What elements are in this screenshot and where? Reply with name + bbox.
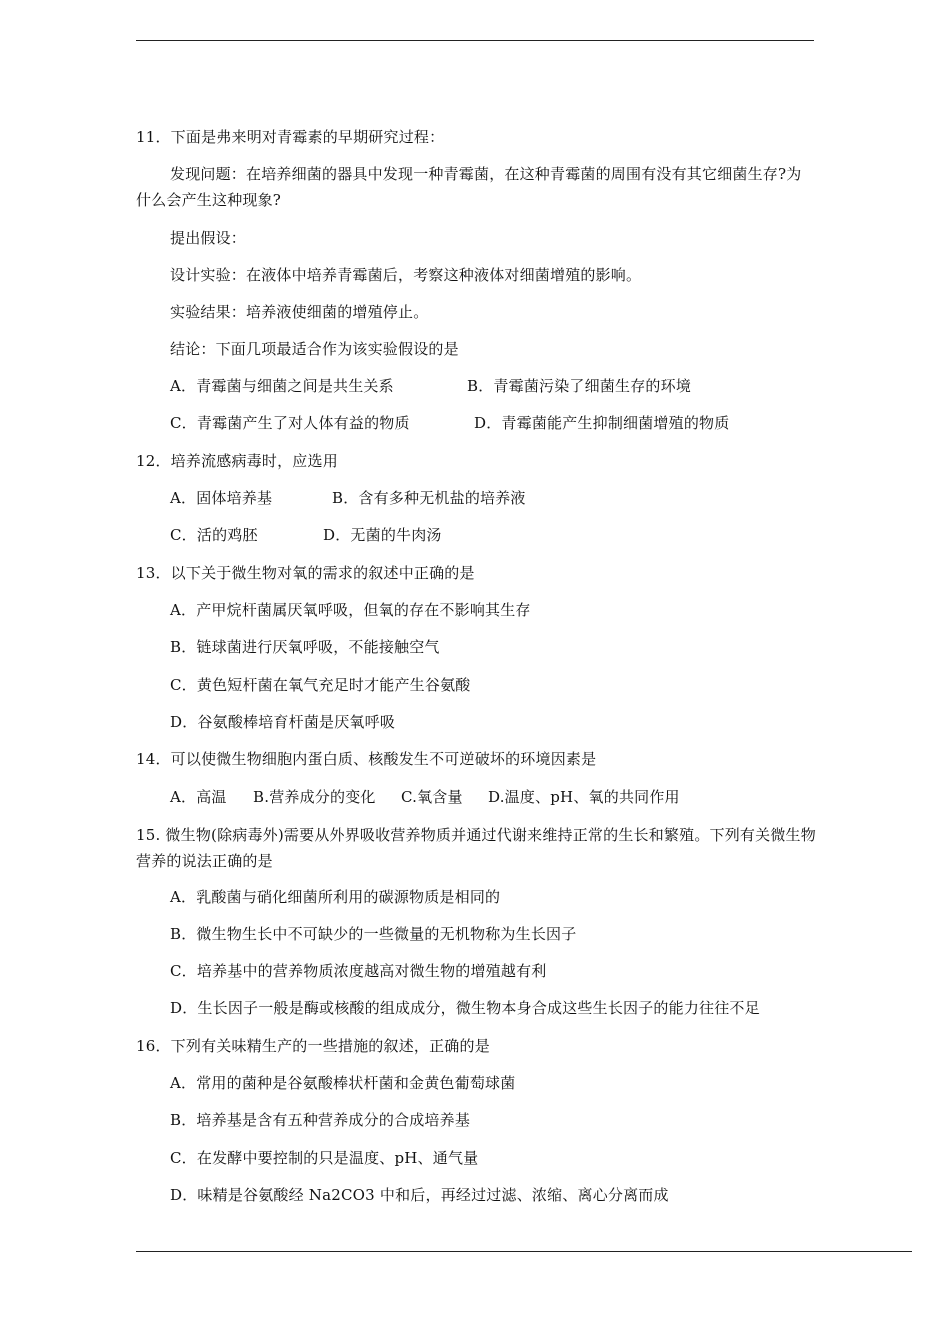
header-rule bbox=[136, 40, 814, 41]
q13-option-b: B．链球菌进行厌氧呼吸，不能接触空气 bbox=[170, 638, 440, 656]
q16-option-d: D．味精是谷氨酸经 Na2CO3 中和后，再经过过滤、浓缩、离心分离而成 bbox=[170, 1186, 669, 1204]
q11-option-b: B．青霉菌污染了细菌生存的环境 bbox=[467, 377, 692, 395]
q11-design: 设计实验：在液体中培养青霉菌后，考察这种液体对细菌增殖的影响。 bbox=[170, 266, 642, 284]
q14-stem: 14．可以使微生物细胞内蛋白质、核酸发生不可逆破坏的环境因素是 bbox=[136, 750, 597, 768]
q11-hypothesis: 提出假设： bbox=[170, 229, 247, 247]
q12-option-b: B．含有多种无机盐的培养液 bbox=[332, 489, 526, 507]
q13-option-a: A．产甲烷杆菌属厌氧呼吸，但氧的存在不影响其生存 bbox=[170, 601, 531, 619]
q11-stem: 11．下面是弗来明对青霉素的早期研究过程： bbox=[136, 128, 445, 146]
q15-stem: 15. 微生物(除病毒外)需要从外界吸收营养物质并通过代谢来维持正常的生长和繁殖。下列有关微生物营养的说法正确的是 bbox=[136, 826, 816, 870]
q16-option-a: A．常用的菌种是谷氨酸棒状杆菌和金黄色葡萄球菌 bbox=[170, 1074, 516, 1092]
q15-option-c: C．培养基中的营养物质浓度越高对微生物的增殖越有利 bbox=[170, 962, 547, 980]
q15-option-b: B．微生物生长中不可缺少的一些微量的无机物称为生长因子 bbox=[170, 925, 577, 943]
q14-option-d: D.温度、pH、氧的共同作用 bbox=[488, 788, 680, 806]
q11-conclusion: 结论：下面几项最适合作为该实验假设的是 bbox=[170, 340, 459, 358]
q11-option-a: A．青霉菌与细菌之间是共生关系 bbox=[170, 377, 394, 395]
q11-discovery: 发现问题：在培养细菌的器具中发现一种青霉菌，在这种青霉菌的周围有没有其它细菌生存?为什么会产生这种现象? bbox=[136, 165, 802, 209]
q15-option-a: A．乳酸菌与硝化细菌所利用的碳源物质是相同的 bbox=[170, 888, 501, 906]
q12-option-c: C．活的鸡胚 bbox=[170, 526, 258, 544]
q15-option-d: D．生长因子一般是酶或核酸的组成成分，微生物本身合成这些生长因子的能力往往不足 bbox=[170, 999, 760, 1017]
q16-option-c: C．在发酵中要控制的只是温度、pH、通气量 bbox=[170, 1149, 479, 1167]
q16-option-b: B．培养基是含有五种营养成分的合成培养基 bbox=[170, 1111, 471, 1129]
q13-option-d: D．谷氨酸棒培育杆菌是厌氧呼吸 bbox=[170, 713, 396, 731]
q12-stem: 12．培养流感病毒时，应选用 bbox=[136, 452, 338, 470]
q14-option-a: A．高温 bbox=[170, 788, 227, 806]
q13-option-c: C．黄色短杆菌在氧气充足时才能产生谷氨酸 bbox=[170, 676, 471, 694]
q14-option-b: B.营养成分的变化 bbox=[253, 788, 376, 806]
q16-stem: 16．下列有关味精生产的一些措施的叙述，正确的是 bbox=[136, 1037, 490, 1055]
footer-rule bbox=[136, 1251, 912, 1252]
q12-option-d: D．无菌的牛肉汤 bbox=[323, 526, 442, 544]
q12-option-a: A．固体培养基 bbox=[170, 489, 273, 507]
q11-result: 实验结果：培养液使细菌的增殖停止。 bbox=[170, 303, 429, 321]
q11-option-c: C．青霉菌产生了对人体有益的物质 bbox=[170, 414, 410, 432]
q14-option-c: C.氧含量 bbox=[401, 788, 463, 806]
q11-option-d: D．青霉菌能产生抑制细菌增殖的物质 bbox=[474, 414, 730, 432]
q13-stem: 13．以下关于微生物对氧的需求的叙述中正确的是 bbox=[136, 564, 475, 582]
